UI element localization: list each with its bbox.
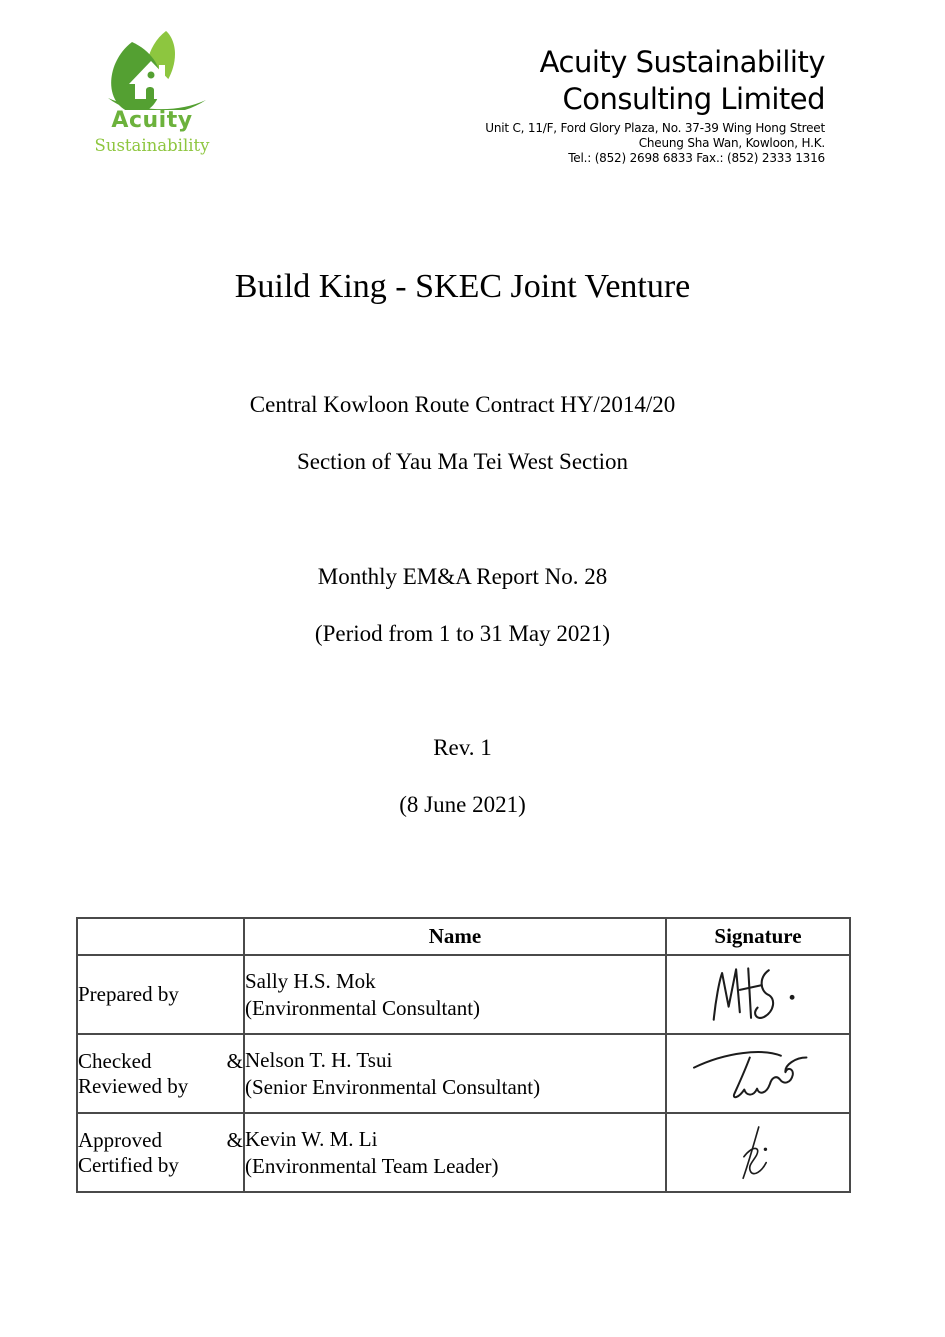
name-cell	[244, 1034, 666, 1113]
person-title: (Senior Environmental Consultant)	[245, 1074, 541, 1099]
role-text: Prepared by	[78, 982, 179, 1006]
letterhead	[485, 44, 825, 166]
person-name: Nelson T. H. Tsui	[245, 1047, 393, 1072]
person-title: (Environmental Team Leader)	[245, 1153, 499, 1178]
signature-cell	[666, 955, 850, 1034]
report-period: (Period from 1 to 31 May 2021)	[314, 621, 611, 646]
role-text: Checked	[78, 1048, 152, 1073]
role-cell	[77, 955, 244, 1034]
section-title: Section of Yau Ma Tei West Section	[296, 449, 629, 474]
revision-number: Rev. 1	[433, 735, 492, 760]
signature-prepared-icon	[706, 960, 811, 1030]
table-row-checked	[77, 1034, 850, 1113]
role-cell	[77, 1034, 244, 1113]
acuity-leaf-house-icon	[104, 30, 208, 110]
logo-brand-text: Acuity	[111, 108, 193, 133]
revision-date: (8 June 2021)	[399, 792, 526, 817]
signature-checked-icon	[688, 1042, 828, 1106]
company-address-line1: Unit C, 11/F, Ford Glory Plaza, No. 37-39 Wing Hong Street	[485, 121, 825, 135]
table-row-prepared	[77, 955, 850, 1034]
company-logo	[94, 30, 220, 155]
person-title: (Environmental Consultant)	[245, 995, 481, 1020]
person-name: Sally H.S. Mok	[245, 968, 376, 993]
header-role-cell	[77, 918, 244, 955]
role-cell	[77, 1113, 244, 1192]
signature-cell	[666, 1034, 850, 1113]
signature-cell	[666, 1113, 850, 1192]
company-phone-fax: Tel.: (852) 2698 6833 Fax.: (852) 2333 1316	[568, 151, 825, 165]
approval-header-row	[77, 918, 850, 955]
role-text-line2: Reviewed by	[78, 1073, 189, 1098]
person-name: Kevin W. M. Li	[245, 1126, 378, 1151]
approval-table	[76, 917, 851, 1193]
company-address-line2: Cheung Sha Wan, Kowloon, H.K.	[638, 136, 825, 150]
header-signature-cell: Signature	[666, 918, 850, 955]
header-name-cell: Name	[244, 918, 666, 955]
table-row-approved	[77, 1113, 850, 1192]
company-name-line1: Acuity Sustainability	[539, 45, 825, 79]
logo-tagline-text: Sustainability	[94, 136, 210, 155]
document-title: Build King - SKEC Joint Venture	[234, 268, 691, 305]
name-cell	[244, 1113, 666, 1192]
name-cell	[244, 955, 666, 1034]
role-text-line2: Certified by	[78, 1152, 179, 1177]
contract-title: Central Kowloon Route Contract HY/2014/20	[249, 392, 676, 417]
report-number: Monthly EM&A Report No. 28	[317, 564, 608, 589]
role-ampersand: &	[226, 1048, 243, 1073]
signature-approved-icon	[732, 1117, 784, 1189]
role-text: Approved	[78, 1127, 162, 1152]
role-ampersand: &	[226, 1127, 243, 1152]
company-name-line2: Consulting Limited	[562, 82, 825, 116]
